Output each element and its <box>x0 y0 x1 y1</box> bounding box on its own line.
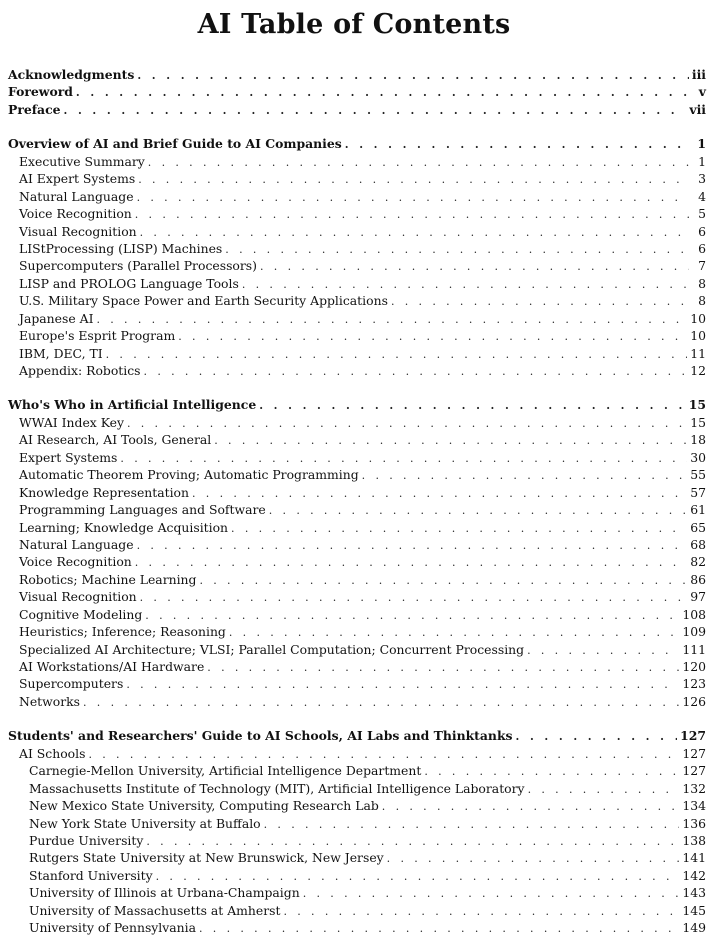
toc-entry <box>8 849 706 866</box>
page-number: 111 <box>682 641 706 657</box>
page-number: 18 <box>690 432 706 448</box>
page-number: 55 <box>690 467 706 483</box>
dot-leader <box>83 694 679 711</box>
toc-entry <box>8 919 706 936</box>
page-number: 143 <box>682 885 706 901</box>
page-number: 127 <box>682 745 706 761</box>
toc-entry <box>8 867 706 884</box>
page-number: 57 <box>690 484 706 500</box>
section-heading <box>8 727 706 744</box>
dot-leader <box>156 868 680 885</box>
entry-label: Voice Recognition <box>19 206 132 222</box>
toc-entry <box>8 797 706 814</box>
page-number: 127 <box>680 728 706 744</box>
page-number: 127 <box>682 763 706 779</box>
dot-leader <box>96 311 687 328</box>
entry-label: Appendix: Robotics <box>19 363 141 378</box>
page-number: 6 <box>698 240 706 256</box>
dot-leader <box>144 363 688 380</box>
dot-leader <box>424 763 679 780</box>
page-number: 1 <box>697 136 706 152</box>
dot-leader <box>140 589 688 606</box>
toc-entry <box>8 449 706 466</box>
dot-leader <box>137 67 689 84</box>
entry-label: Europe's Esprit Program <box>19 328 176 344</box>
toc-entry <box>8 223 706 240</box>
entry-label: Robotics; Machine Learning <box>19 571 197 587</box>
dot-leader <box>231 520 687 537</box>
dot-leader <box>199 920 679 937</box>
page-number: 10 <box>690 310 706 326</box>
page-number: 141 <box>682 850 706 866</box>
page-number: v <box>698 84 706 100</box>
entry-label: Visual Recognition <box>19 589 137 605</box>
page-number: 8 <box>698 275 706 291</box>
entry-label: Purdue University <box>29 832 144 848</box>
toc-entry <box>8 345 706 362</box>
page-number: iii <box>691 67 706 82</box>
toc-entry <box>8 693 706 710</box>
toc-entry <box>8 902 706 919</box>
toc-entry <box>8 553 706 570</box>
entry-label: IBM, DEC, TI <box>19 345 103 361</box>
entry-label: AI Schools <box>19 745 86 761</box>
page-number: 30 <box>690 449 706 465</box>
toc-entry <box>8 240 706 257</box>
page-number: 10 <box>690 328 706 344</box>
page-number: 132 <box>682 780 706 796</box>
page-title: AI Table of Contents <box>197 9 511 40</box>
entry-label: Networks <box>19 693 81 709</box>
dot-leader <box>391 293 689 310</box>
dot-leader <box>229 624 679 641</box>
entry-label: Massachusetts Institute of Technology (MIT), Artificial Intelligence Laboratory <box>29 780 525 796</box>
entry-label: University of Pennsylvania <box>29 920 196 936</box>
entry-label: Japanese AI <box>19 310 94 326</box>
toc-entry <box>8 188 706 205</box>
entry-label: Foreword <box>8 84 73 100</box>
spacer <box>8 118 706 135</box>
toc-entry <box>8 153 706 170</box>
entry-label: Students' and Researchers' Guide to AI Schools, AI Labs and Thinktanks <box>8 728 513 744</box>
entry-label: Heuristics; Inference; Reasoning <box>19 624 226 640</box>
toc-entry <box>8 675 706 692</box>
toc-entry <box>8 466 706 483</box>
toc-entry <box>8 641 706 658</box>
entry-label: Acknowledgments <box>8 67 135 82</box>
dot-leader <box>120 450 687 467</box>
dot-leader <box>207 659 679 676</box>
toc-entry <box>8 519 706 536</box>
dot-leader <box>137 537 688 554</box>
toc-entry <box>8 205 706 222</box>
entry-label: Learning; Knowledge Acquisition <box>19 519 229 535</box>
dot-leader <box>199 572 687 589</box>
page-number: 97 <box>690 589 706 605</box>
page-number: 109 <box>682 624 706 640</box>
page-number: 6 <box>698 223 706 239</box>
page-number: 65 <box>690 519 706 535</box>
entry-label: Voice Recognition <box>19 554 132 570</box>
entry-label: Knowledge Representation <box>19 484 190 500</box>
toc-entry <box>8 884 706 901</box>
dot-leader <box>260 258 689 275</box>
dot-leader <box>382 798 680 815</box>
dot-leader <box>76 84 689 101</box>
dot-leader <box>145 607 679 624</box>
entry-label: Overview of AI and Brief Guide to AI Companies <box>8 136 342 152</box>
dot-leader <box>259 397 686 414</box>
dot-leader <box>140 224 689 241</box>
entry-label: Rutgers State University at New Brunswick, New Jersey <box>29 850 384 866</box>
page-number: 149 <box>682 920 706 936</box>
entry-label: Stanford University <box>29 867 153 883</box>
toc-entry <box>8 484 706 501</box>
page-number: 136 <box>682 815 706 831</box>
toc-entry <box>8 571 706 588</box>
page-number: vii <box>689 101 706 117</box>
front-matter-entry <box>8 101 706 118</box>
toc-entry <box>8 606 706 623</box>
entry-label: U.S. Military Space Power and Earth Security Applications <box>19 293 388 309</box>
toc-entry <box>8 588 706 605</box>
page-number: 108 <box>682 606 706 622</box>
dot-leader <box>362 467 688 484</box>
toc-entry <box>8 310 706 327</box>
page-number: 61 <box>690 502 706 518</box>
toc-entry <box>8 170 706 187</box>
toc-entry <box>8 362 706 379</box>
page-number: 120 <box>682 659 706 674</box>
page-number: 145 <box>682 902 706 918</box>
toc-entry <box>8 327 706 344</box>
entry-label: LISP and PROLOG Language Tools <box>19 275 239 291</box>
dot-leader <box>527 642 679 659</box>
spacer <box>8 379 706 396</box>
dot-leader <box>64 102 687 119</box>
toc-entry <box>8 275 706 292</box>
entry-label: New York State University at Buffalo <box>29 815 261 831</box>
front-matter-entry <box>8 83 706 100</box>
dot-leader <box>126 676 679 693</box>
toc-entry <box>8 762 706 779</box>
dot-leader <box>387 850 680 867</box>
entry-label: Programming Languages and Software <box>19 502 266 518</box>
page-number: 86 <box>690 571 706 587</box>
dot-leader <box>225 241 689 258</box>
entry-label: Executive Summary <box>19 153 145 169</box>
toc-entry <box>8 292 706 309</box>
section-heading <box>8 135 706 152</box>
page-number: 7 <box>698 258 706 274</box>
section-heading <box>8 396 706 413</box>
entry-label: Preface <box>8 101 61 117</box>
toc-entry <box>8 658 706 675</box>
page-number: 142 <box>682 867 706 883</box>
dot-leader <box>192 485 687 502</box>
entry-label: Cognitive Modeling <box>19 606 143 622</box>
dot-leader <box>528 781 680 798</box>
dot-leader <box>178 328 687 345</box>
entry-label: AI Workstations/AI Hardware <box>19 659 205 674</box>
entry-label: Supercomputers (Parallel Processors) <box>19 258 258 274</box>
toc-entry <box>8 414 706 431</box>
dot-leader <box>135 554 687 571</box>
page-number: 68 <box>690 536 706 552</box>
page-number: 126 <box>682 693 706 709</box>
entry-label: Expert Systems <box>19 449 118 465</box>
toc-entry <box>8 623 706 640</box>
toc-entry <box>8 501 706 518</box>
entry-label: WWAI Index Key <box>19 414 124 430</box>
entry-label: Carnegie-Mellon University, Artificial Intelligence Department <box>29 763 422 779</box>
entry-label: Visual Recognition <box>19 223 137 239</box>
entry-label: Supercomputers <box>19 676 124 692</box>
entry-label: Automatic Theorem Proving; Automatic Programming <box>19 467 359 483</box>
page-number: 12 <box>690 363 706 378</box>
page-number: 82 <box>690 554 706 570</box>
dot-leader <box>214 432 687 449</box>
dot-leader <box>516 728 678 745</box>
page-number: 4 <box>698 188 706 204</box>
front-matter-entry <box>8 66 706 83</box>
page-number: 8 <box>698 293 706 309</box>
page-number: 15 <box>688 397 706 413</box>
page-number: 11 <box>690 345 706 361</box>
dot-leader <box>345 136 689 153</box>
dot-leader <box>88 746 679 763</box>
dot-leader <box>269 502 687 519</box>
toc-entry <box>8 536 706 553</box>
toc-entry <box>8 832 706 849</box>
toc-entry <box>8 815 706 832</box>
dot-leader <box>127 415 687 432</box>
page-number: 5 <box>698 206 706 222</box>
toc-entry <box>8 257 706 274</box>
dot-leader <box>106 346 688 363</box>
dot-leader <box>264 816 680 833</box>
spacer <box>8 710 706 727</box>
dot-leader <box>146 833 679 850</box>
page-number: 134 <box>682 798 706 814</box>
dot-leader <box>242 276 689 293</box>
dot-leader <box>303 885 680 902</box>
entry-label: Natural Language <box>19 536 134 552</box>
dot-leader <box>138 171 689 188</box>
dot-leader <box>137 189 689 206</box>
dot-leader <box>135 206 689 223</box>
page-number: 123 <box>682 676 706 692</box>
entry-label: University of Illinois at Urbana-Champaign <box>29 885 300 901</box>
entry-label: AI Research, AI Tools, General <box>19 432 212 448</box>
entry-label: LIStProcessing (LISP) Machines <box>19 240 223 256</box>
page-number: 138 <box>682 832 706 848</box>
entry-label: Specialized AI Architecture; VLSI; Parallel Computation; Concurrent Processing <box>19 641 525 657</box>
entry-label: New Mexico State University, Computing Research Lab <box>29 798 379 814</box>
page-number: 3 <box>698 171 706 187</box>
dot-leader <box>283 903 679 920</box>
page-number: 15 <box>690 414 706 430</box>
entry-label: University of Massachusetts at Amherst <box>29 902 281 918</box>
toc-entry <box>8 780 706 797</box>
entry-label: AI Expert Systems <box>19 171 136 187</box>
dot-leader <box>148 154 689 171</box>
page-number: 1 <box>698 153 706 169</box>
subsection-heading <box>8 745 706 762</box>
table-of-contents <box>8 66 706 937</box>
entry-label: Who's Who in Artificial Intelligence <box>8 397 257 413</box>
entry-label: Natural Language <box>19 188 134 204</box>
toc-entry <box>8 431 706 448</box>
